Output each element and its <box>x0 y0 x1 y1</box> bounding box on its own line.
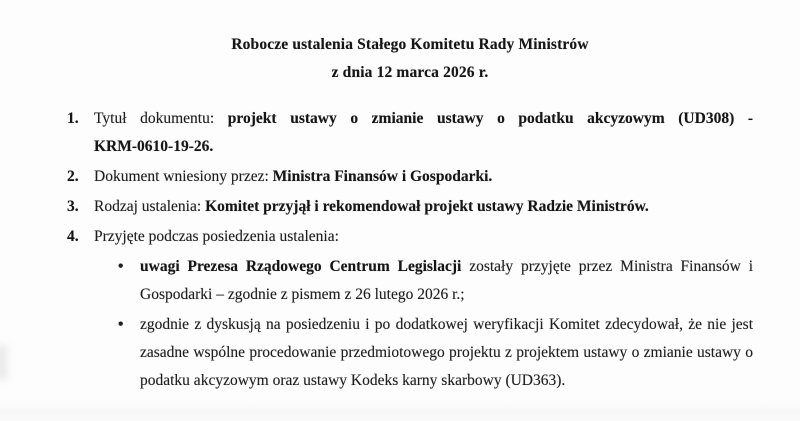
list-item-4 <box>67 223 753 251</box>
scan-edge-smudge <box>0 345 7 379</box>
list-item-4-text <box>94 223 753 251</box>
list-item-4-number: 4. <box>67 228 79 245</box>
bullet-item-1-bold: uwagi Prezesa Rządowego Centrum Legislacji <box>140 258 462 275</box>
list-item-3-text <box>94 193 753 221</box>
bullet-list <box>67 253 753 395</box>
bullet-item-2-text <box>140 311 753 395</box>
list-item-3-bold: Komitet przyjął i rekomendował projekt ustawy Radzie Ministrów. <box>205 198 649 215</box>
list-item-1-prefix: Tytuł dokumentu: <box>94 110 215 127</box>
list-item-1-number: 1. <box>67 110 79 127</box>
bullet-marker: • <box>118 316 124 333</box>
bullet-marker: • <box>118 258 124 275</box>
bullet-item-1-text <box>140 253 753 309</box>
list-item-3-number: 3. <box>67 198 79 215</box>
list-item-1-bold: projekt ustawy o zmianie ustawy o podatku akcyzowym (UD308) - <box>227 110 754 127</box>
list-item-2-bold: Ministra Finansów i Gospodarki. <box>272 168 493 185</box>
bullet-item-2-regular: zgodnie z dyskusją na posiedzeniu i po dodatkowej weryfikacji Komitet zdecydował, że nie jest zasadne wspólne procedowanie przedmiotowego projektu z projektem ustawy o zmianie ustawy o podatku akcyzowym oraz ustawy Kodeks karny skarbowy (UD363). <box>140 316 753 389</box>
list-item-3-prefix: Rodzaj ustalenia: <box>94 198 202 215</box>
bullet-item-2 <box>67 311 753 395</box>
document-title <box>67 31 753 87</box>
list-item-1 <box>67 105 753 161</box>
list-item-2 <box>67 163 753 191</box>
document-title-line1: Robocze ustalenia Stałego Komitetu Rady Ministrów <box>231 36 589 53</box>
bullet-item-1 <box>67 253 753 309</box>
scan-bottom-shadow <box>0 401 800 421</box>
document-reference-number: KRM-0610-19-26. <box>94 138 214 155</box>
list-item-2-prefix: Dokument wniesiony przez: <box>94 168 269 185</box>
list-item-3 <box>67 193 753 221</box>
list-item-4-prefix: Przyjęte podczas posiedzenia ustalenia: <box>94 228 339 245</box>
list-item-2-text <box>94 163 753 191</box>
list-item-1-text <box>94 105 753 161</box>
list-item-2-number: 2. <box>67 168 79 185</box>
document-date-line: z dnia 12 marca 2026 r. <box>331 64 489 81</box>
bullet-item-1-regular: zostały przyjęte przez Ministra Finansów i Gospodarki – zgodnie z pismem z 26 lutego 2026 r.; <box>140 258 754 303</box>
document-body <box>67 105 753 395</box>
